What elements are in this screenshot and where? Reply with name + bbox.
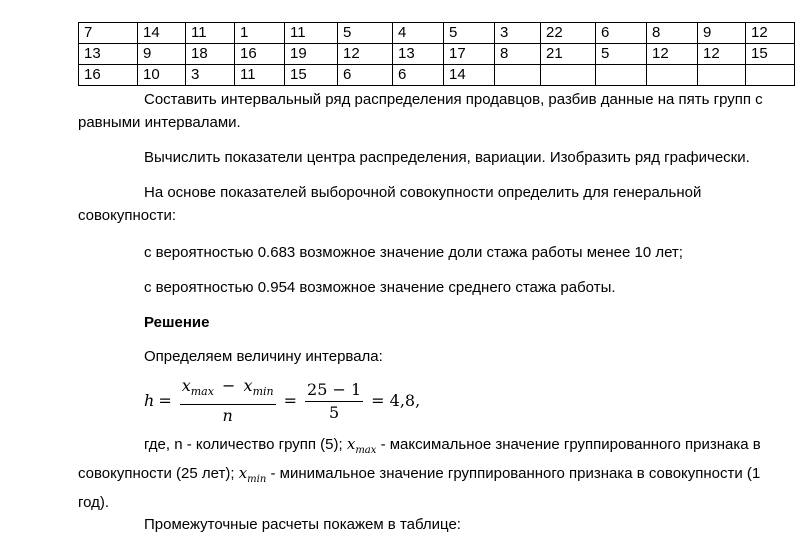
table-cell: 6 (393, 65, 444, 86)
formula-eq: = (158, 391, 172, 410)
table-cell: 11 (186, 23, 235, 44)
table-cell: 9 (138, 44, 186, 65)
xmin-symbol: $x_{min}$ (238, 464, 267, 485)
formula-x-min-sub: min (252, 385, 274, 399)
formula-result: = 4,8, (371, 391, 421, 410)
table-cell: 19 (285, 44, 338, 65)
table-cell: 13 (79, 44, 138, 65)
formula-x-max: x (181, 376, 191, 396)
table-cell (746, 65, 795, 86)
table-row (79, 44, 795, 65)
formula-num-2: 25 − 1 (305, 380, 363, 402)
table-cell: 18 (186, 44, 235, 65)
table-cell: 13 (393, 44, 444, 65)
task-paragraph-1: Составить интервальный ряд распределения продавцов, разбив данные на пять групп с равными интервалами. (78, 91, 763, 131)
table-cell: 16 (235, 44, 285, 65)
task-paragraph-5: с вероятностью 0.954 возможное значение среднего стажа работы. (144, 279, 616, 296)
table-cell: 5 (596, 44, 647, 65)
table-cell: 12 (647, 44, 698, 65)
table-cell: 21 (541, 44, 596, 65)
formula-fraction-1 (180, 376, 276, 425)
task-paragraph-4: с вероятностью 0.683 возможное значение доли стажа работы менее 10 лет; (144, 244, 683, 261)
table-cell: 8 (495, 44, 541, 65)
table-cell: 3 (186, 65, 235, 86)
table-cell: 9 (698, 23, 746, 44)
where-text-1: где, n - количество групп (5); (144, 436, 347, 453)
table-cell: 12 (698, 44, 746, 65)
table-cell: 11 (285, 23, 338, 44)
formula-fraction-2 (305, 380, 363, 423)
last-paragraph: Промежуточные расчеты покажем в таблице: (144, 516, 461, 533)
table-cell: 10 (138, 65, 186, 86)
solution-heading: Решение (144, 314, 210, 331)
solution-intro: Определяем величину интервала: (144, 348, 383, 365)
table-cell (698, 65, 746, 86)
table-cell: 14 (138, 23, 186, 44)
formula-den-2: 5 (329, 402, 340, 422)
table-cell: 3 (495, 23, 541, 44)
task-paragraph-3: На основе показателей выборочной совокупности определить для генеральной совокупности: (78, 184, 702, 224)
data-table-body (79, 23, 795, 86)
table-cell: 14 (444, 65, 495, 86)
table-cell: 12 (338, 44, 393, 65)
where-text-3: - минимальное значение группированного признака в совокупности (1 год). (78, 465, 761, 511)
task-paragraph-2: Вычислить показатели центра распределения, вариации. Изобразить ряд графически. (144, 149, 750, 166)
table-cell (596, 65, 647, 86)
table-cell: 5 (338, 23, 393, 44)
xmax-symbol: $x_{max}$ (346, 435, 377, 456)
table-cell: 22 (541, 23, 596, 44)
formula-den: n (222, 405, 233, 425)
where-paragraph (78, 433, 793, 514)
data-table (78, 22, 795, 86)
table-cell (495, 65, 541, 86)
table-cell (541, 65, 596, 86)
table-cell: 11 (235, 65, 285, 86)
table-cell: 8 (647, 23, 698, 44)
table-cell: 5 (444, 23, 495, 44)
where-text-2: - максимальное значение группированного признака в совокупности (25 лет); (78, 436, 761, 482)
table-cell: 15 (285, 65, 338, 86)
table-cell: 6 (338, 65, 393, 86)
table-cell: 15 (746, 44, 795, 65)
formula-minus: − (222, 376, 236, 396)
formula-lhs: h (144, 391, 155, 410)
table-row (79, 65, 795, 86)
table-cell: 16 (79, 65, 138, 86)
interval-formula (144, 376, 420, 426)
table-cell: 7 (79, 23, 138, 44)
table-cell: 6 (596, 23, 647, 44)
table-cell (647, 65, 698, 86)
table-cell: 12 (746, 23, 795, 44)
table-cell: 17 (444, 44, 495, 65)
table-cell: 4 (393, 23, 444, 44)
table-cell: 1 (235, 23, 285, 44)
formula-eq-2: = (283, 391, 298, 410)
table-row (79, 23, 795, 44)
formula-x-min: x (243, 376, 253, 396)
formula-x-max-sub: max (190, 385, 214, 399)
